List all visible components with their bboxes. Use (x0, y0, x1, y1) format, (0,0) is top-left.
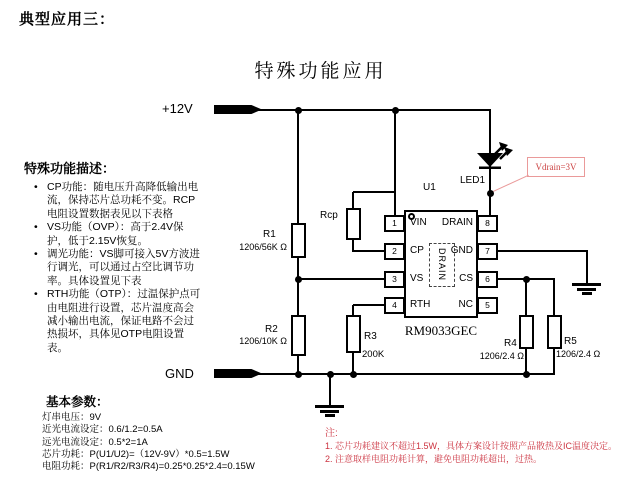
resistor-r5-ref: R5 (564, 336, 577, 347)
junction-dot (295, 107, 302, 114)
bullet-text: VS功能（OVP）：高于2.4V保护，低于2.15V恢复。 (47, 221, 184, 247)
junction-dot (350, 371, 357, 378)
resistor-r1-value: 1206/56K Ω (239, 242, 287, 252)
ic-ref: U1 (423, 182, 436, 193)
wire-segment (297, 110, 299, 224)
page-title: 典型应用三： (19, 11, 116, 28)
bullet-text: 调光功能：VS脚可接入5V方波进行调光，可以通过占空比调节功率。具体设置见下表 (47, 248, 200, 287)
vdrain-callout: Vdrain=3V (527, 157, 585, 177)
wire-segment (586, 251, 588, 283)
wire-segment (297, 257, 299, 316)
list-item (34, 221, 204, 248)
ic-pin-label-rth: RTH (410, 299, 431, 310)
ic-pin-label-cp: CP (410, 245, 424, 256)
ic-pin-1: 1 (384, 215, 405, 232)
ground-terminal-icon (214, 369, 262, 378)
ic-pin-label-nc: NC (458, 299, 473, 310)
bullet-icon: • (34, 248, 38, 261)
bullet-icon: • (34, 181, 38, 193)
ic-pin-2: 2 (384, 243, 405, 260)
ic-pin-7: 7 (477, 243, 498, 260)
supply-terminal-icon (214, 105, 262, 114)
wire-segment (258, 109, 491, 111)
earth-ground-icon (572, 283, 601, 286)
resistor-r1 (291, 223, 306, 258)
ic-internal-label: DRAIN (437, 248, 447, 282)
resistor-r2-ref: R2 (265, 324, 278, 335)
resistor-r1-ref: R1 (263, 229, 276, 240)
resistor-rcp (346, 208, 361, 240)
parameter-line: 电阻功耗：P(R1/R2/R3/R4)=0.25*0.25*2.4=0.15W (42, 461, 255, 473)
ic-pin-label-vs: VS (410, 273, 424, 284)
resistor-r3-value: 200K (362, 349, 385, 360)
earth-ground-icon (582, 292, 592, 295)
parameter-line: 芯片功耗：P(U1/U2)=（12V-9V）*0.5=1.5W (42, 448, 230, 460)
wire-segment (353, 250, 385, 252)
ic-pin-4: 4 (384, 297, 405, 314)
list-item (34, 288, 204, 355)
ic-pin-5: 5 (477, 297, 498, 314)
footnotes (325, 428, 637, 465)
junction-dot (523, 276, 530, 283)
earth-ground-icon (315, 405, 344, 408)
list-item (34, 181, 204, 221)
bullet-icon: • (34, 288, 38, 301)
junction-dot (327, 371, 334, 378)
ic-pin-label-vin: VIN (410, 217, 427, 228)
wire-segment (258, 373, 555, 375)
wire-segment (553, 348, 555, 374)
earth-ground-icon (320, 410, 339, 413)
ic-pin-8: 8 (477, 215, 498, 232)
callout-leader-line (493, 175, 529, 192)
earth-ground-icon (325, 414, 335, 417)
resistor-r4 (519, 315, 534, 349)
resistor-r2 (291, 315, 306, 356)
ground-label: GND (165, 366, 194, 381)
wire-segment (353, 304, 385, 306)
list-item (34, 248, 204, 288)
junction-dot (392, 107, 399, 114)
led-symbol (466, 138, 518, 172)
wire-segment (525, 279, 527, 315)
resistor-r4-ref: R4 (504, 338, 517, 349)
resistor-r4-value: 1206/2.4 Ω (479, 351, 524, 361)
led-ref: LED1 (460, 175, 486, 186)
junction-dot (487, 190, 494, 197)
resistor-r3-ref: R3 (364, 331, 377, 342)
parameters-heading: 基本参数： (46, 395, 109, 409)
bullet-text: CP功能：随电压升高降低输出电流，保持芯片总功耗不变。RCP电阻设置数据表见以下表格 (47, 181, 199, 220)
earth-ground-icon (577, 288, 596, 291)
resistor-r3 (346, 315, 361, 353)
description-heading: 特殊功能描述： (24, 161, 116, 176)
ic-part-number: RM9033GEC (404, 323, 478, 338)
parameter-line: 远光电流设定：0.5*2=1A (42, 436, 148, 448)
wire-segment (553, 279, 555, 315)
junction-dot (295, 371, 302, 378)
parameter-line: 近光电流设定：0.6/1.2=0.5A (42, 424, 163, 436)
resistor-r5-value: 1206/2.4 Ω (556, 349, 601, 359)
bullet-text: RTH功能（OTP）：过温保护点可由电阻进行设置，芯片温度高会减小输出电流，保证电路不会过热损坏，具体见OTP电阻设置表。 (47, 288, 201, 354)
ic-pin-label-cs: CS (459, 273, 473, 284)
notes-heading: 注: (325, 428, 338, 439)
diagram-title: 特殊功能应用 (254, 61, 387, 82)
led-triangle-icon (477, 153, 503, 167)
note-line: 1. 芯片功耗建议不超过1.5W，具体方案设计按照产品散热及IC温度决定。 (325, 441, 618, 451)
wire-segment (298, 278, 385, 280)
resistor-r5 (547, 315, 562, 349)
ic-pin-3: 3 (384, 271, 405, 288)
ic-pin-label-gnd: GND (450, 245, 473, 256)
wire-segment (353, 191, 396, 193)
special-function-description (24, 158, 204, 355)
led-cathode-bar (479, 167, 501, 170)
wire-segment (329, 375, 331, 405)
parameter-line: 灯串电压：9V (42, 412, 102, 423)
supply-label: +12V (162, 101, 193, 116)
wire-segment (352, 305, 354, 315)
resistor-r2-value: 1206/10K Ω (239, 336, 287, 346)
basic-parameters (42, 392, 255, 473)
ic-pin-label-drain: DRAIN (441, 217, 473, 228)
junction-dot (523, 371, 530, 378)
junction-dot (295, 276, 302, 283)
bullet-icon: • (34, 221, 38, 234)
wire-segment (352, 192, 354, 208)
resistor-rcp-ref: Rcp (320, 210, 338, 221)
note-line: 2. 注意取样电阻功耗计算，避免电阻功耗超出，过热。 (325, 453, 543, 464)
ic-pin-6: 6 (477, 271, 498, 288)
wire-segment (497, 250, 588, 252)
wire-segment (394, 110, 396, 216)
